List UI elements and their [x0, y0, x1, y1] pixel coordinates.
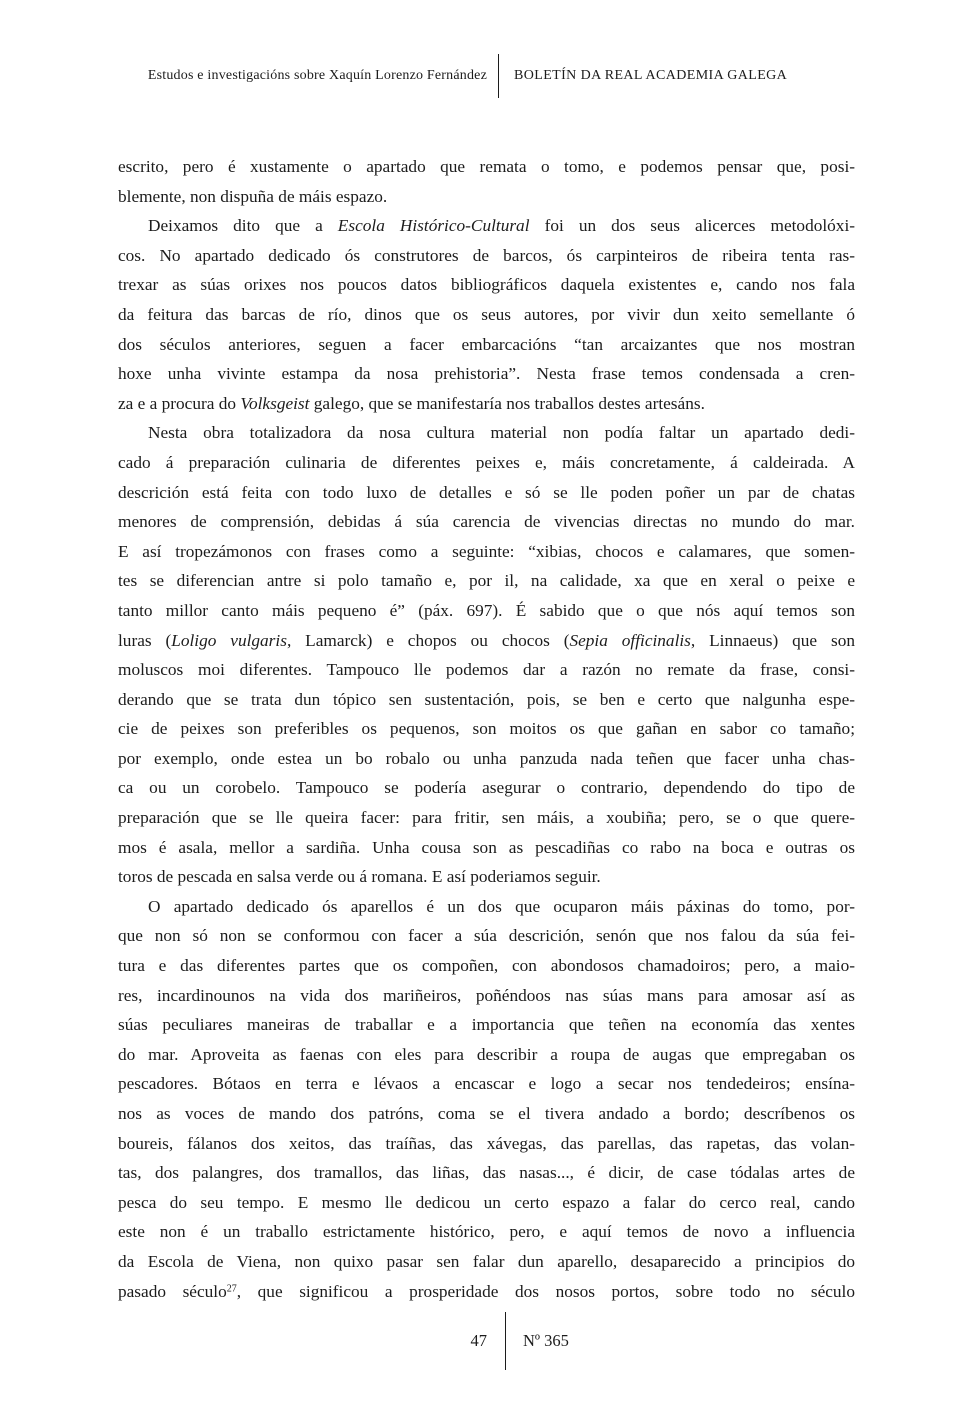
- text-line: [118, 448, 855, 478]
- text-run: tes se diferencian antre si polo tamaño e, por il, na calidade, xa que en xeral o peixe e: [118, 571, 855, 591]
- text-line: [118, 626, 855, 656]
- issue-number: Nº 365: [523, 1331, 569, 1350]
- text-run: galego, que se manifestaría nos traballos destes artesáns.: [309, 393, 705, 413]
- text-run: pesca do seu tempo. E mesmo lle dedicou un certo espazo a falar do cerco real, cando: [118, 1192, 855, 1212]
- text-run: res, incardinounos na vida dos mariñeiros, poñéndoos nas súas mans para amosar así as: [118, 985, 855, 1005]
- text-line: [118, 270, 855, 300]
- text-run: cie de peixes son preferibles os pequenos, son moitos os que gañan en sabor co tamaño;: [118, 719, 855, 739]
- text-line: [118, 803, 855, 833]
- text-line: [118, 241, 855, 271]
- italic-text-run: Escola Histórico-Cultural: [337, 216, 530, 236]
- text-line: [118, 1040, 855, 1070]
- page-number: 47: [470, 1331, 487, 1350]
- text-run: tura e das diferentes partes que os compoñen, con abondosos chamadoiros; pero, a maio-: [118, 956, 855, 976]
- text-line: [118, 300, 855, 330]
- text-run: descrición está feita con todo luxo de detalles e só se lle poden poñer un par de chatas: [118, 482, 855, 502]
- text-line: [118, 951, 855, 981]
- text-run: Nesta obra totalizadora da nosa cultura material non podía faltar un apartado dedi-: [148, 423, 855, 443]
- italic-text-run: Volksgeist: [240, 393, 310, 413]
- paragraph: [118, 211, 855, 418]
- text-run: do mar. Aproveita as faenas con eles para describir a roupa de augas que empregaban os: [118, 1044, 855, 1064]
- text-run: hoxe unha vivinte estampa da nosa prehistoria”. Nesta frase temos condensada a cren-: [118, 364, 855, 384]
- text-line: [118, 1277, 855, 1307]
- text-line: [118, 537, 855, 567]
- text-line: [118, 507, 855, 537]
- text-run: nos as voces de mando dos patróns, coma se el tivera andado a bordo; descríbenos os: [118, 1104, 855, 1123]
- text-line: [118, 1010, 855, 1040]
- text-run: que non só non se conformou con facer a súa descrición, senón que nos falou da súa fei-: [118, 926, 855, 946]
- text-run: trexar as súas orixes nos poucos datos bibliográficos daquela existentes e, cando nos fala: [118, 275, 855, 295]
- text-line: [118, 685, 855, 715]
- text-line: [118, 596, 855, 626]
- text-line: [118, 833, 855, 863]
- text-line: [118, 744, 855, 774]
- text-run: dos séculos anteriores, seguen a facer embarcacións “tan arcaizantes que nos mostran: [118, 334, 855, 354]
- text-line: [118, 152, 855, 182]
- text-run: da feitura das barcas de río, dinos que os seus autores, por vivir dun xeito semellante ó: [118, 304, 855, 324]
- text-line: [118, 1069, 855, 1099]
- text-line: [118, 773, 855, 803]
- text-run: foi un dos seus alicerces metodolóxi-: [529, 216, 855, 236]
- paragraph: [118, 418, 855, 892]
- running-footer: [0, 1312, 975, 1370]
- text-body: [118, 152, 855, 1306]
- text-run: mos é asala, mellor a sardiña. Unha cousa son as pescadiñas co rabo na boca e outras os: [118, 837, 855, 857]
- text-run: cos. No apartado dedicado ós construtores de barcos, ós carpinteiros de ribeira tenta ras-: [118, 245, 855, 265]
- text-run: boureis, fálanos dos xeitos, das traíñas, das xávegas, das parellas, das rapetas, das volan-: [118, 1133, 855, 1153]
- text-run: ca ou un corobelo. Tampouco se podería asegurar o contrario, dependendo do tipo de: [118, 778, 855, 798]
- text-line: [118, 862, 855, 892]
- text-run: pescadores. Bótaos en terra e lévaos a encascar e logo a secar nos tendedeiros; ensína-: [118, 1074, 855, 1094]
- text-run: cado á preparación culinaria de diferentes peixes e, máis concretamente, á caldeirada. A: [118, 452, 855, 472]
- paragraph: [118, 152, 855, 211]
- text-run: súas peculiares maneiras de traballar e a importancia que teñen na economía das xentes: [118, 1015, 855, 1035]
- text-run: za e a procura do: [118, 393, 241, 413]
- text-run: luras (: [118, 630, 172, 650]
- text-run: moluscos moi diferentes. Tampouco lle podemos dar a razón no remate da frase, consi-: [118, 660, 855, 680]
- text-line: [118, 211, 855, 241]
- text-line: [118, 655, 855, 685]
- running-header: [0, 54, 975, 98]
- text-run: derando que se trata dun tópico sen sustentación, pois, se ben e certo que nalgunha espe-: [118, 689, 855, 709]
- text-line: [118, 1129, 855, 1159]
- text-run: blemente, non dispuña de máis espazo.: [118, 186, 388, 206]
- text-line: [118, 921, 855, 951]
- text-line: [118, 981, 855, 1011]
- text-run: este non é un traballo estrictamente histórico, pero, e aquí temos de novo a influencia: [118, 1222, 855, 1242]
- text-run: escrito, pero é xustamente o apartado que remata o tomo, e podemos pensar que, posi-: [118, 157, 855, 176]
- text-run: preparación que se lle queira facer: para fritir, sen máis, a xoubiña; pero, se o que quere-: [118, 808, 855, 828]
- text-line: [118, 359, 855, 389]
- text-line: [118, 714, 855, 744]
- italic-text-run: Loligo vulgaris: [171, 630, 287, 650]
- text-line: [118, 1247, 855, 1277]
- italic-text-run: Sepia officinalis: [569, 630, 691, 650]
- paragraph: [118, 892, 855, 1306]
- text-line: [118, 566, 855, 596]
- text-line: [118, 389, 855, 419]
- text-run: tanto millor canto máis pequeno é” (páx. 697). É sabido que o que nós aquí temos son: [118, 600, 855, 620]
- text-line: [118, 1099, 855, 1129]
- text-run: da Escola de Viena, non quixo pasar sen falar dun aparello, desaparecido a principios do: [118, 1251, 855, 1271]
- text-run: menores de comprensión, debidas á súa carencia de vivencias directas no mundo do mar.: [118, 512, 855, 532]
- header-journal-title: BOLETÍN DA REAL ACADEMIA GALEGA: [514, 68, 788, 83]
- text-line: [118, 478, 855, 508]
- text-run: , Lamarck) e chopos ou chocos (: [286, 630, 570, 650]
- header-section-title: Estudos e investigacións sobre Xaquín Lorenzo Fernández: [147, 68, 487, 83]
- text-run: E así tropezámonos con frases como a seguinte: “xibias, chocos e calamares, que somen-: [118, 541, 855, 561]
- text-line: [118, 182, 855, 212]
- text-line: [118, 418, 855, 448]
- text-run: tas, dos palangres, dos tramallos, das liñas, das nasas..., é dicir, de case tódalas artes de: [118, 1163, 855, 1183]
- text-run: toros de pescada en salsa verde ou á romana. E así poderiamos seguir.: [118, 867, 601, 887]
- text-line: [118, 1217, 855, 1247]
- text-run: O apartado dedicado ós aparellos é un dos que ocuparon máis páxinas do tomo, por-: [148, 896, 855, 916]
- text-run: , Linnaeus) que son: [690, 630, 855, 650]
- text-run: pasado século: [118, 1281, 227, 1301]
- footnote-reference: 27: [226, 1283, 237, 1295]
- text-line: [118, 892, 855, 922]
- text-line: [118, 1158, 855, 1188]
- text-run: Deixamos dito que a: [148, 216, 338, 236]
- text-run: , que significou a prosperidade dos nosos portos, sobre todo no século: [236, 1281, 855, 1301]
- text-line: [118, 330, 855, 360]
- text-line: [118, 1188, 855, 1218]
- text-run: por exemplo, onde estea un bo robalo ou unha panzuda nada teñen que facer unha chas-: [118, 748, 855, 768]
